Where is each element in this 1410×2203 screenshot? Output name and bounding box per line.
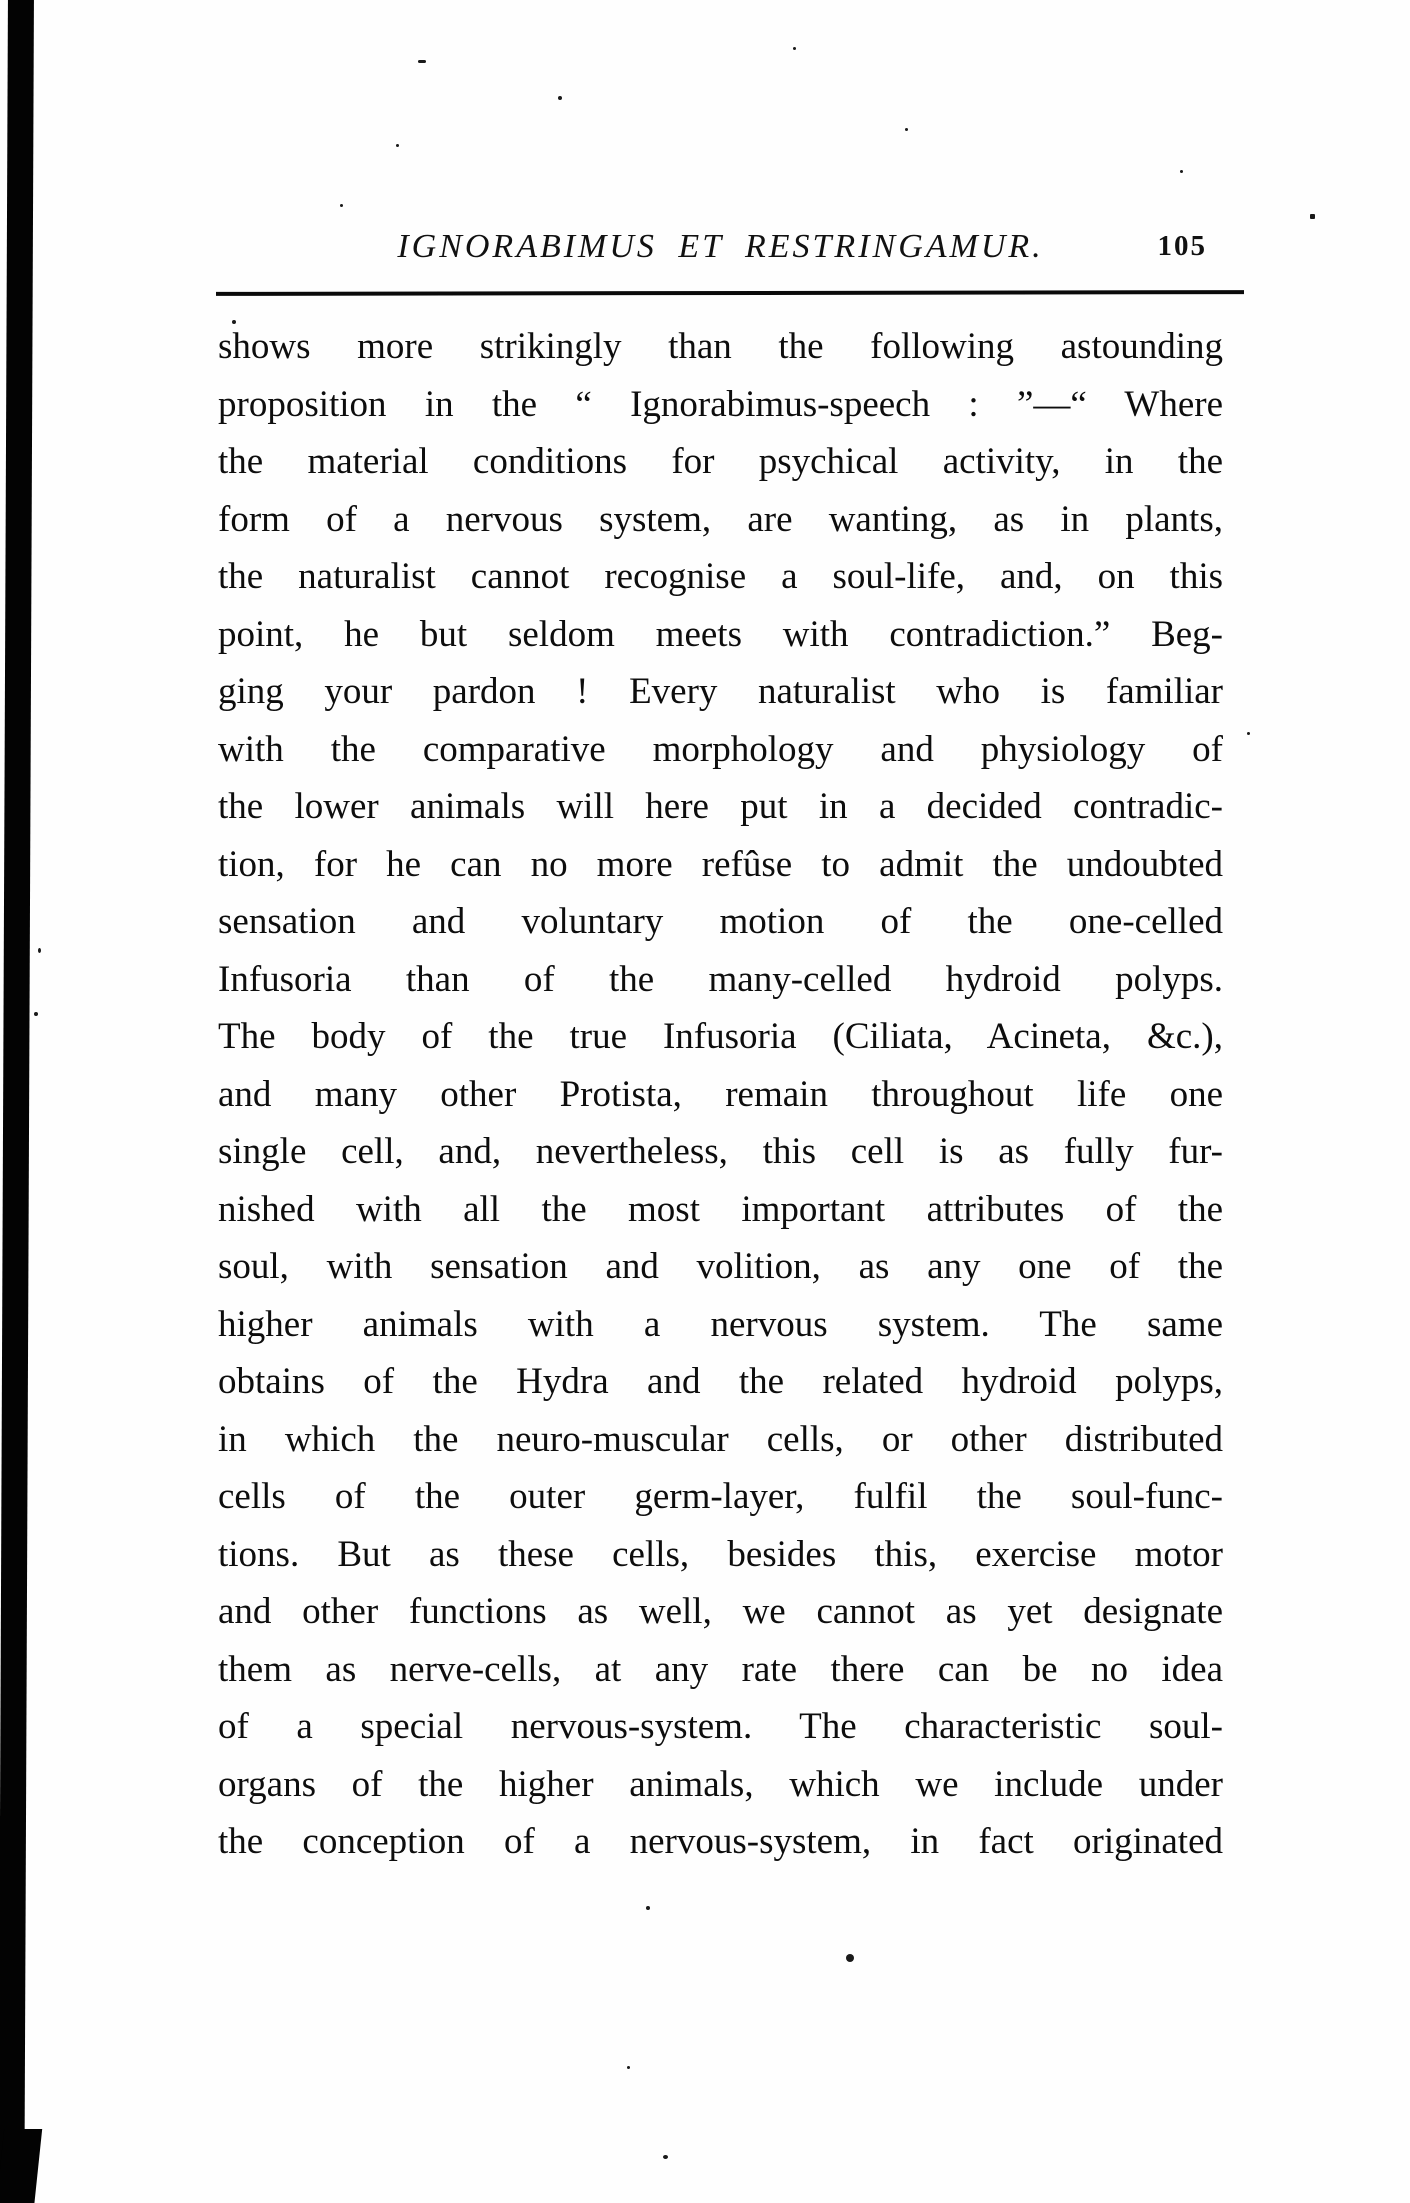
scan-speck xyxy=(38,948,41,953)
scan-speck xyxy=(340,204,343,207)
scan-speck xyxy=(396,144,399,147)
scan-speck xyxy=(793,47,796,50)
page-number: 105 xyxy=(1157,230,1207,262)
scan-speck xyxy=(232,320,236,324)
text-line: cells of the outer germ-layer, fulfil the soul-func- xyxy=(218,1476,1223,1517)
body-text xyxy=(218,318,1223,1871)
text-line: the lower animals will here put in a decided contradic- xyxy=(218,786,1223,827)
running-title: IGNORABIMUS ET RESTRINGAMUR. xyxy=(397,228,1044,265)
scan-speck xyxy=(1247,732,1250,735)
text-line: the material conditions for psychical activity, in the xyxy=(218,441,1223,482)
scan-speck xyxy=(663,2155,668,2159)
scan-speck xyxy=(1180,170,1183,173)
text-line: sensation and voluntary motion of the one-celled xyxy=(218,901,1223,942)
text-line: organs of the higher animals, which we include under xyxy=(218,1763,1223,1805)
binding-shadow xyxy=(0,0,34,2203)
text-line: The body of the true Infusoria (Ciliata, Acineta, &c.), xyxy=(218,1016,1223,1057)
text-line: shows more strikingly than the following astounding xyxy=(218,326,1223,367)
text-line: and other functions as well, we cannot as yet designate xyxy=(218,1591,1223,1632)
text-line: them as nerve-cells, at any rate there can be no idea xyxy=(218,1648,1223,1690)
text-line: and many other Protista, remain throughout life one xyxy=(218,1073,1223,1115)
text-line: ging your pardon ! Every naturalist who is familiar xyxy=(218,671,1223,712)
text-line: higher animals with a nervous system. The same xyxy=(218,1303,1223,1345)
text-line: Infusoria than of the many-celled hydroid polyps. xyxy=(218,958,1223,1000)
text-line: obtains of the Hydra and the related hydroid polyps, xyxy=(218,1361,1223,1402)
scan-speck xyxy=(418,60,426,63)
text-line: form of a nervous system, are wanting, as in plants, xyxy=(218,498,1223,540)
page-header xyxy=(218,228,1223,276)
binding-shadow-foot xyxy=(0,2129,42,2203)
text-line: tion, for he can no more refûse to admit the undoubted xyxy=(218,843,1223,885)
text-line: single cell, and, nevertheless, this cell is as fully fur- xyxy=(218,1131,1223,1172)
text-line: proposition in the “ Ignorabimus-speech : ”—“ Where xyxy=(218,383,1223,425)
scan-speck xyxy=(34,1012,38,1016)
text-line: tions. But as these cells, besides this, exercise motor xyxy=(218,1533,1223,1575)
text-line: of a special nervous-system. The characteristic soul- xyxy=(218,1706,1223,1747)
header-rule xyxy=(216,290,1244,296)
text-line: point, he but seldom meets with contradiction.” Beg- xyxy=(218,613,1223,655)
text-line: in which the neuro-muscular cells, or other distributed xyxy=(218,1418,1223,1460)
scan-speck xyxy=(558,96,562,100)
text-line: with the comparative morphology and physiology of xyxy=(218,728,1223,770)
scan-speck xyxy=(905,128,908,131)
scan-speck xyxy=(846,1954,854,1962)
text-line: nished with all the most important attributes of the xyxy=(218,1188,1223,1230)
text-line: soul, with sensation and volition, as any one of the xyxy=(218,1246,1223,1287)
scan-speck xyxy=(627,2066,630,2069)
text-line: the naturalist cannot recognise a soul-life, and, on this xyxy=(218,556,1223,597)
text-line: the conception of a nervous-system, in fact originated xyxy=(218,1821,1223,1862)
scan-speck xyxy=(646,1906,650,1910)
scan-speck xyxy=(1310,214,1315,219)
